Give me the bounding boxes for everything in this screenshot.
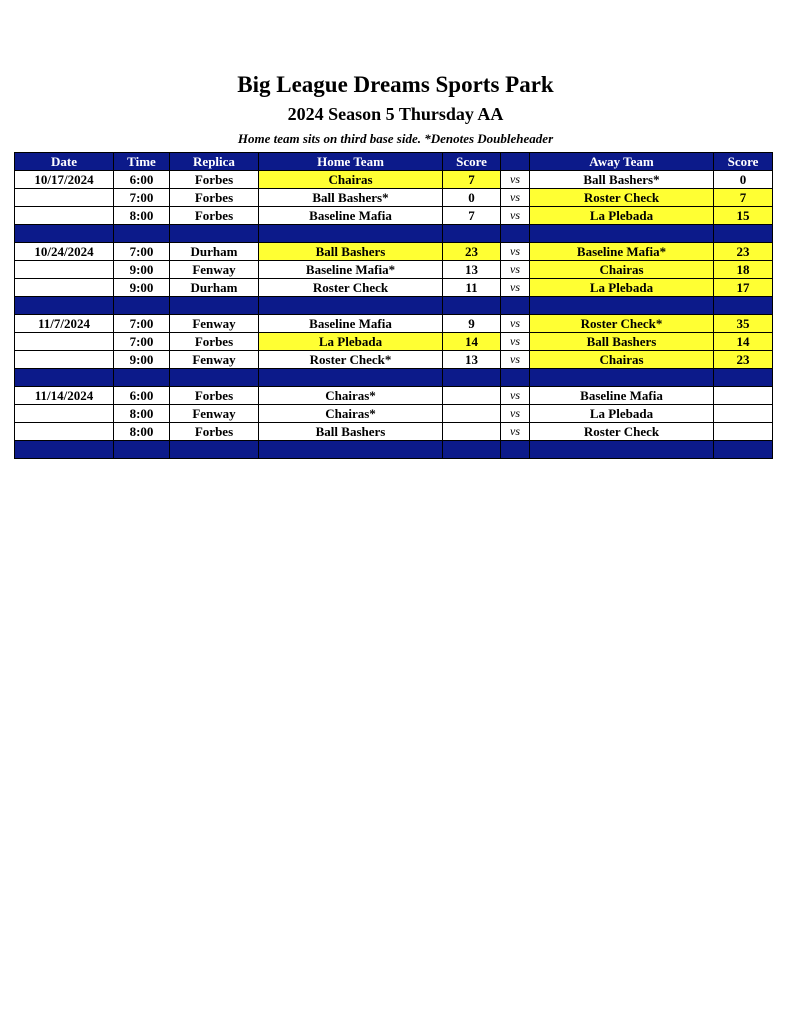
date-cell bbox=[15, 351, 114, 369]
table-row bbox=[15, 207, 773, 225]
date-cell bbox=[15, 261, 114, 279]
separator-cell bbox=[170, 441, 259, 459]
table-row bbox=[15, 423, 773, 441]
home-team-cell: Roster Check bbox=[259, 279, 443, 297]
away-team-cell: La Plebada bbox=[530, 207, 714, 225]
table-header-row bbox=[15, 153, 773, 171]
vs-cell: vs bbox=[501, 171, 530, 189]
time-cell: 7:00 bbox=[114, 315, 170, 333]
separator-cell bbox=[501, 441, 530, 459]
home-team-cell: Chairas bbox=[259, 171, 443, 189]
schedule-table bbox=[14, 152, 773, 459]
away-team-cell: Roster Check bbox=[530, 189, 714, 207]
separator-cell bbox=[15, 297, 114, 315]
home-score-cell: 13 bbox=[443, 351, 501, 369]
home-team-cell: Roster Check* bbox=[259, 351, 443, 369]
replica-cell: Fenway bbox=[170, 261, 259, 279]
column-header-away-team: Away Team bbox=[530, 153, 714, 171]
separator-cell bbox=[15, 225, 114, 243]
separator-cell bbox=[443, 297, 501, 315]
separator-cell bbox=[443, 441, 501, 459]
away-score-cell bbox=[714, 405, 773, 423]
home-team-cell: Chairas* bbox=[259, 387, 443, 405]
date-cell: 11/14/2024 bbox=[15, 387, 114, 405]
table-row bbox=[15, 189, 773, 207]
vs-cell: vs bbox=[501, 405, 530, 423]
separator-cell bbox=[714, 297, 773, 315]
column-header-home-team: Home Team bbox=[259, 153, 443, 171]
vs-cell: vs bbox=[501, 279, 530, 297]
away-team-cell: Baseline Mafia* bbox=[530, 243, 714, 261]
vs-cell: vs bbox=[501, 351, 530, 369]
home-score-cell: 0 bbox=[443, 189, 501, 207]
week-separator-row bbox=[15, 297, 773, 315]
separator-cell bbox=[259, 297, 443, 315]
time-cell: 8:00 bbox=[114, 405, 170, 423]
home-team-cell: Baseline Mafia bbox=[259, 207, 443, 225]
away-score-cell: 23 bbox=[714, 351, 773, 369]
separator-cell bbox=[530, 369, 714, 387]
column-header-home-score: Score bbox=[443, 153, 501, 171]
home-score-cell: 9 bbox=[443, 315, 501, 333]
column-header-replica: Replica bbox=[170, 153, 259, 171]
table-row bbox=[15, 333, 773, 351]
home-score-cell: 11 bbox=[443, 279, 501, 297]
column-header-date: Date bbox=[15, 153, 114, 171]
away-score-cell: 14 bbox=[714, 333, 773, 351]
home-team-cell: Baseline Mafia bbox=[259, 315, 443, 333]
separator-cell bbox=[15, 369, 114, 387]
away-team-cell: Chairas bbox=[530, 261, 714, 279]
date-cell bbox=[15, 207, 114, 225]
vs-cell: vs bbox=[501, 243, 530, 261]
date-cell bbox=[15, 333, 114, 351]
date-cell bbox=[15, 423, 114, 441]
vs-cell: vs bbox=[501, 261, 530, 279]
separator-cell bbox=[443, 369, 501, 387]
vs-cell: vs bbox=[501, 207, 530, 225]
column-header-time: Time bbox=[114, 153, 170, 171]
away-score-cell: 0 bbox=[714, 171, 773, 189]
date-cell: 10/17/2024 bbox=[15, 171, 114, 189]
date-cell bbox=[15, 279, 114, 297]
vs-cell: vs bbox=[501, 189, 530, 207]
week-separator-row bbox=[15, 441, 773, 459]
table-row bbox=[15, 243, 773, 261]
vs-cell: vs bbox=[501, 423, 530, 441]
replica-cell: Forbes bbox=[170, 207, 259, 225]
away-score-cell: 18 bbox=[714, 261, 773, 279]
away-score-cell: 23 bbox=[714, 243, 773, 261]
replica-cell: Durham bbox=[170, 279, 259, 297]
replica-cell: Fenway bbox=[170, 315, 259, 333]
separator-cell bbox=[501, 297, 530, 315]
replica-cell: Forbes bbox=[170, 189, 259, 207]
away-team-cell: Baseline Mafia bbox=[530, 387, 714, 405]
time-cell: 7:00 bbox=[114, 189, 170, 207]
separator-cell bbox=[501, 225, 530, 243]
separator-cell bbox=[170, 225, 259, 243]
separator-cell bbox=[259, 225, 443, 243]
replica-cell: Fenway bbox=[170, 351, 259, 369]
separator-cell bbox=[15, 441, 114, 459]
separator-cell bbox=[714, 369, 773, 387]
replica-cell: Fenway bbox=[170, 405, 259, 423]
time-cell: 8:00 bbox=[114, 207, 170, 225]
page-title: Big League Dreams Sports Park bbox=[237, 72, 554, 97]
table-row bbox=[15, 171, 773, 189]
time-cell: 7:00 bbox=[114, 333, 170, 351]
replica-cell: Durham bbox=[170, 243, 259, 261]
time-cell: 7:00 bbox=[114, 243, 170, 261]
separator-cell bbox=[259, 369, 443, 387]
home-team-cell: Ball Bashers bbox=[259, 243, 443, 261]
home-score-cell: 14 bbox=[443, 333, 501, 351]
separator-cell bbox=[259, 441, 443, 459]
time-cell: 9:00 bbox=[114, 351, 170, 369]
home-team-cell: Chairas* bbox=[259, 405, 443, 423]
replica-cell: Forbes bbox=[170, 387, 259, 405]
separator-cell bbox=[114, 369, 170, 387]
home-team-cell: Ball Bashers* bbox=[259, 189, 443, 207]
time-cell: 9:00 bbox=[114, 279, 170, 297]
away-team-cell: La Plebada bbox=[530, 279, 714, 297]
away-team-cell: Ball Bashers bbox=[530, 333, 714, 351]
away-team-cell: Roster Check bbox=[530, 423, 714, 441]
time-cell: 9:00 bbox=[114, 261, 170, 279]
home-score-cell: 7 bbox=[443, 171, 501, 189]
home-team-cell: Baseline Mafia* bbox=[259, 261, 443, 279]
home-score-cell: 13 bbox=[443, 261, 501, 279]
table-row bbox=[15, 405, 773, 423]
away-team-cell: Roster Check* bbox=[530, 315, 714, 333]
home-score-cell: 23 bbox=[443, 243, 501, 261]
away-team-cell: La Plebada bbox=[530, 405, 714, 423]
table-row bbox=[15, 261, 773, 279]
away-score-cell bbox=[714, 423, 773, 441]
table-row bbox=[15, 351, 773, 369]
home-score-cell: 7 bbox=[443, 207, 501, 225]
date-cell: 11/7/2024 bbox=[15, 315, 114, 333]
away-score-cell: 15 bbox=[714, 207, 773, 225]
separator-cell bbox=[170, 297, 259, 315]
away-score-cell: 35 bbox=[714, 315, 773, 333]
separator-cell bbox=[530, 225, 714, 243]
home-score-cell bbox=[443, 387, 501, 405]
separator-cell bbox=[714, 441, 773, 459]
column-header-away-score: Score bbox=[714, 153, 773, 171]
separator-cell bbox=[114, 225, 170, 243]
home-score-cell bbox=[443, 423, 501, 441]
table-row bbox=[15, 279, 773, 297]
time-cell: 6:00 bbox=[114, 387, 170, 405]
column-header-vs bbox=[501, 153, 530, 171]
away-score-cell bbox=[714, 387, 773, 405]
table-row bbox=[15, 315, 773, 333]
separator-cell bbox=[114, 297, 170, 315]
week-separator-row bbox=[15, 369, 773, 387]
replica-cell: Forbes bbox=[170, 333, 259, 351]
separator-cell bbox=[443, 225, 501, 243]
week-separator-row bbox=[15, 225, 773, 243]
date-cell bbox=[15, 189, 114, 207]
time-cell: 6:00 bbox=[114, 171, 170, 189]
home-team-cell: Ball Bashers bbox=[259, 423, 443, 441]
separator-cell bbox=[530, 441, 714, 459]
away-team-cell: Ball Bashers* bbox=[530, 171, 714, 189]
away-score-cell: 7 bbox=[714, 189, 773, 207]
away-score-cell: 17 bbox=[714, 279, 773, 297]
schedule-note: Home team sits on third base side. *Denotes Doubleheader bbox=[237, 131, 554, 146]
separator-cell bbox=[170, 369, 259, 387]
home-score-cell bbox=[443, 405, 501, 423]
separator-cell bbox=[530, 297, 714, 315]
replica-cell: Forbes bbox=[170, 423, 259, 441]
vs-cell: vs bbox=[501, 315, 530, 333]
date-cell bbox=[15, 405, 114, 423]
separator-cell bbox=[114, 441, 170, 459]
replica-cell: Forbes bbox=[170, 171, 259, 189]
home-team-cell: La Plebada bbox=[259, 333, 443, 351]
date-cell: 10/24/2024 bbox=[15, 243, 114, 261]
separator-cell bbox=[501, 369, 530, 387]
vs-cell: vs bbox=[501, 333, 530, 351]
schedule-body bbox=[15, 171, 773, 459]
time-cell: 8:00 bbox=[114, 423, 170, 441]
table-row bbox=[15, 387, 773, 405]
vs-cell: vs bbox=[501, 387, 530, 405]
separator-cell bbox=[714, 225, 773, 243]
away-team-cell: Chairas bbox=[530, 351, 714, 369]
page-subtitle: 2024 Season 5 Thursday AA bbox=[287, 104, 504, 124]
